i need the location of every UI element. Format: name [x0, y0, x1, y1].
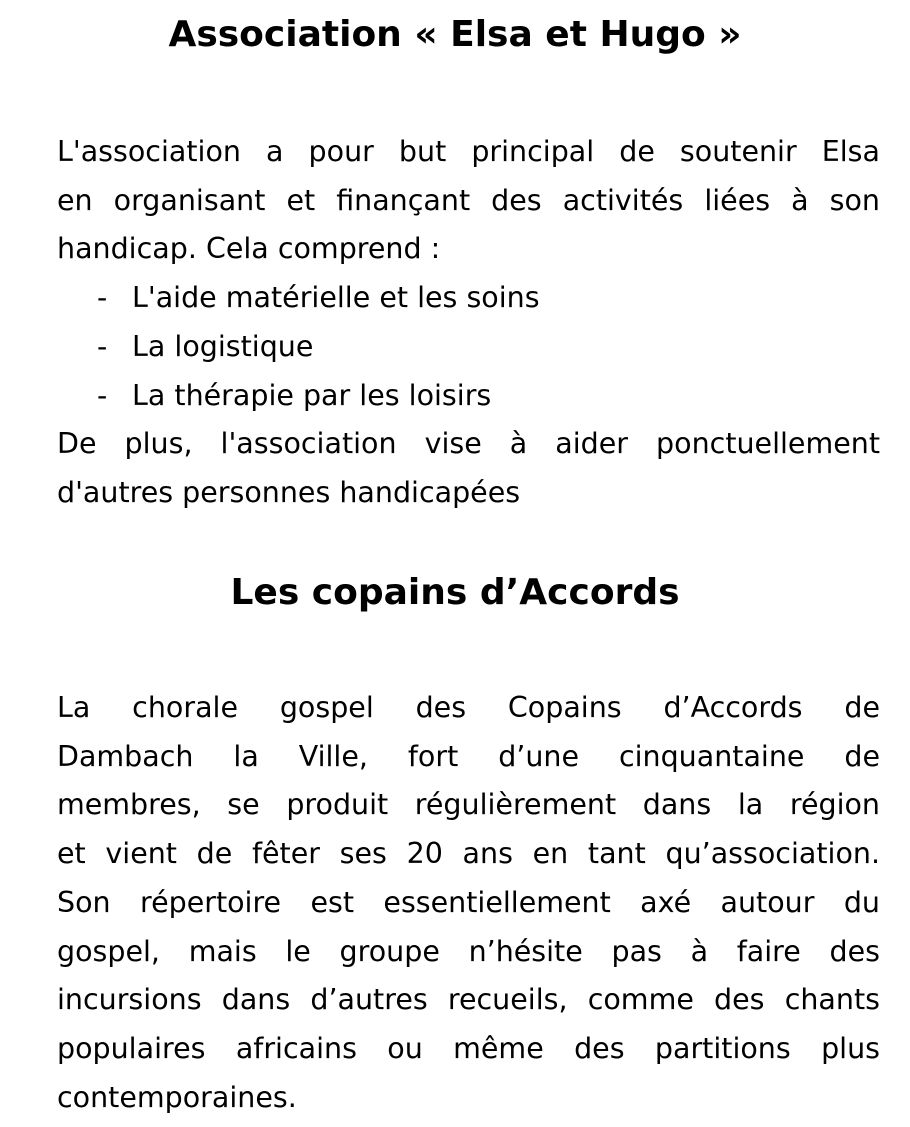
text-line: Dambach la Ville, fort d’une cinquantaine de — [57, 739, 880, 773]
text-line: L'association a pour but principal de soutenir Elsa — [57, 135, 880, 168]
text-line: contemporaines. — [57, 1080, 297, 1114]
bullet-dash: - — [97, 329, 108, 363]
section-title-copains: Les copains d’Accords — [230, 572, 680, 613]
bullet-dash: - — [97, 378, 108, 412]
list-item-text: La logistique — [132, 329, 314, 363]
text-line: De plus, l'association vise à aider ponctuellement — [57, 427, 880, 461]
section-title-association: Association « Elsa et Hugo » — [168, 14, 742, 55]
text-line: populaires africains ou même des partitions plus — [57, 1031, 880, 1065]
list-item — [57, 372, 880, 421]
text-line: en organisant et finançant des activités liées à son — [57, 183, 880, 217]
association-description — [57, 128, 880, 518]
list-item — [57, 274, 880, 323]
list-item-text: La thérapie par les loisirs — [132, 378, 492, 412]
text-line: La chorale gospel des Copains d’Accords de — [57, 691, 880, 724]
text-line: Son répertoire est essentiellement axé autour du — [57, 885, 880, 919]
text-line: incursions dans d’autres recueils, comme des chants — [57, 983, 880, 1017]
chorale-description — [57, 684, 880, 1122]
text-line: d'autres personnes handicapées — [57, 475, 521, 509]
list-item — [57, 323, 880, 372]
activity-list — [57, 274, 880, 420]
list-item-text: L'aide matérielle et les soins — [132, 281, 540, 315]
text-line: handicap. Cela comprend : — [57, 232, 441, 266]
bullet-dash: - — [97, 281, 108, 315]
text-line: gospel, mais le groupe n’hésite pas à faire des — [57, 934, 880, 968]
text-line: membres, se produit régulièrement dans la région — [57, 788, 880, 822]
text-line: et vient de fêter ses 20 ans en tant qu’association. — [57, 837, 880, 871]
